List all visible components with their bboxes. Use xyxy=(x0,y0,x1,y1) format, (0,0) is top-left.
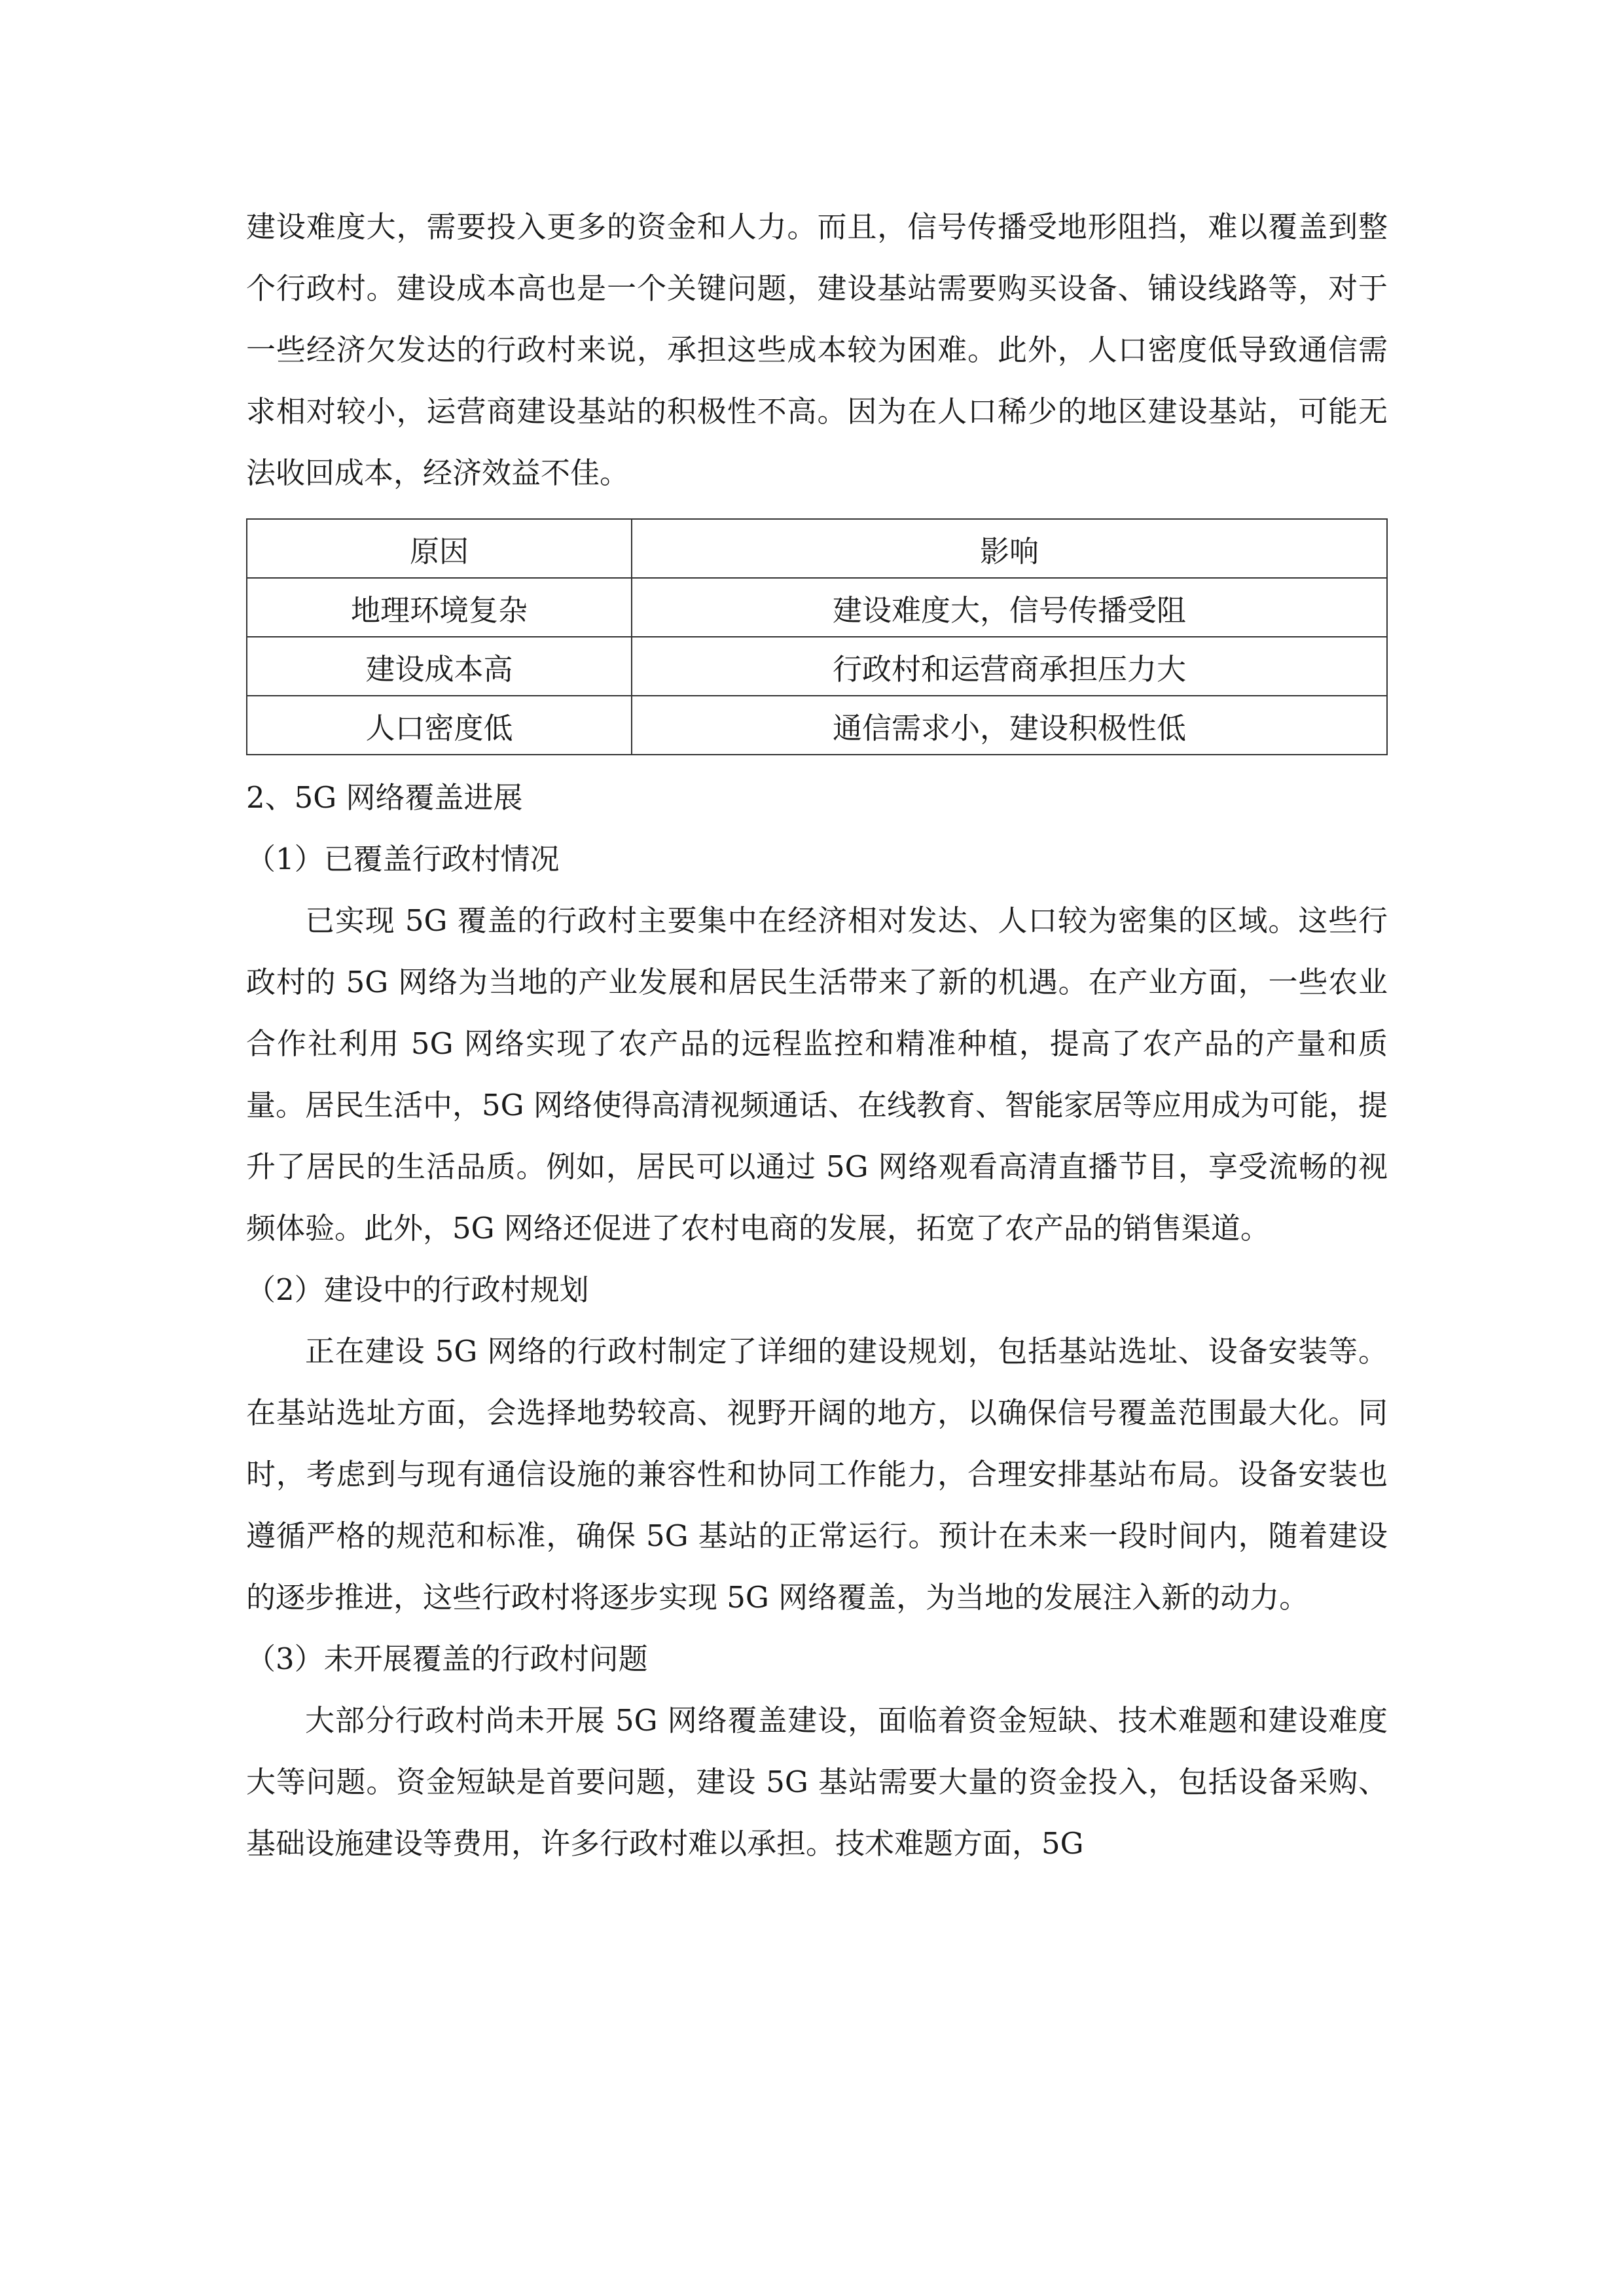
table-cell: 建设成本高 xyxy=(247,637,632,696)
table-row xyxy=(247,578,1387,637)
table-cell: 通信需求小，建设积极性低 xyxy=(632,696,1387,755)
causes-impact-table xyxy=(246,518,1388,755)
document-body xyxy=(246,196,1388,1874)
section-heading: 2、5G 网络覆盖进展 xyxy=(246,780,523,815)
subsection-heading-3: （3）未开展覆盖的行政村问题 xyxy=(246,1641,648,1676)
table-cell: 行政村和运营商承担压力大 xyxy=(632,637,1387,696)
subsection-heading-1: （1）已覆盖行政村情况 xyxy=(246,842,560,876)
table-cell: 人口密度低 xyxy=(247,696,632,755)
intro-paragraph: 建设难度大，需要投入更多的资金和人力。而且，信号传播受地形阻挡，难以覆盖到整个行政村。建设成本高也是一个关键问题，建设基站需要购买设备、铺设线路等，对于一些经济欠发达的行政村来说，承担这些成本较为困难。此外，人口密度低导致通信需求相对较小，运营商建设基站的积极性不高。因为在人口稀少的地区建设基站，可能无法收回成本，经济效益不佳。 xyxy=(246,209,1388,490)
table-row xyxy=(247,696,1387,755)
table-cell: 建设难度大，信号传播受阻 xyxy=(632,578,1387,637)
subsection-heading-2: （2）建设中的行政村规划 xyxy=(246,1272,589,1307)
subsection-paragraph-3: 大部分行政村尚未开展 5G 网络覆盖建设，面临着资金短缺、技术难题和建设难度大等问题。资金短缺是首要问题，建设 5G 基站需要大量的资金投入，包括设备采购、基础设施建设等费用，许多行政村难以承担。技术难题方面，5G xyxy=(246,1703,1388,1861)
table-header-cell: 影响 xyxy=(632,519,1387,578)
table-cell: 地理环境复杂 xyxy=(247,578,632,637)
table-header-cell: 原因 xyxy=(247,519,632,578)
subsection-paragraph-2: 正在建设 5G 网络的行政村制定了详细的建设规划，包括基站选址、设备安装等。在基站选址方面，会选择地势较高、视野开阔的地方，以确保信号覆盖范围最大化。同时，考虑到与现有通信设施的兼容性和协同工作能力，合理安排基站布局。设备安装也遵循严格的规范和标准，确保 5G 基站的正常运行。预计在未来一段时间内，随着建设的逐步推进，这些行政村将逐步实现 5G 网络覆盖，为当地的发展注入新的动力。 xyxy=(246,1334,1388,1615)
table-row xyxy=(247,637,1387,696)
subsection-paragraph-1: 已实现 5G 覆盖的行政村主要集中在经济相对发达、人口较为密集的区域。这些行政村的 5G 网络为当地的产业发展和居民生活带来了新的机遇。在产业方面，一些农业合作社利用 5G 网络实现了农产品的远程监控和精准种植，提高了农产品的产量和质量。居民生活中，5G 网络使得高清视频通话、在线教育、智能家居等应用成为可能，提升了居民的生活品质。例如，居民可以通过 5G 网络观看高清直播节目，享受流畅的视频体验。此外，5G 网络还促进了农村电商的发展，拓宽了农产品的销售渠道。 xyxy=(246,903,1388,1246)
table-header-row xyxy=(247,519,1387,578)
